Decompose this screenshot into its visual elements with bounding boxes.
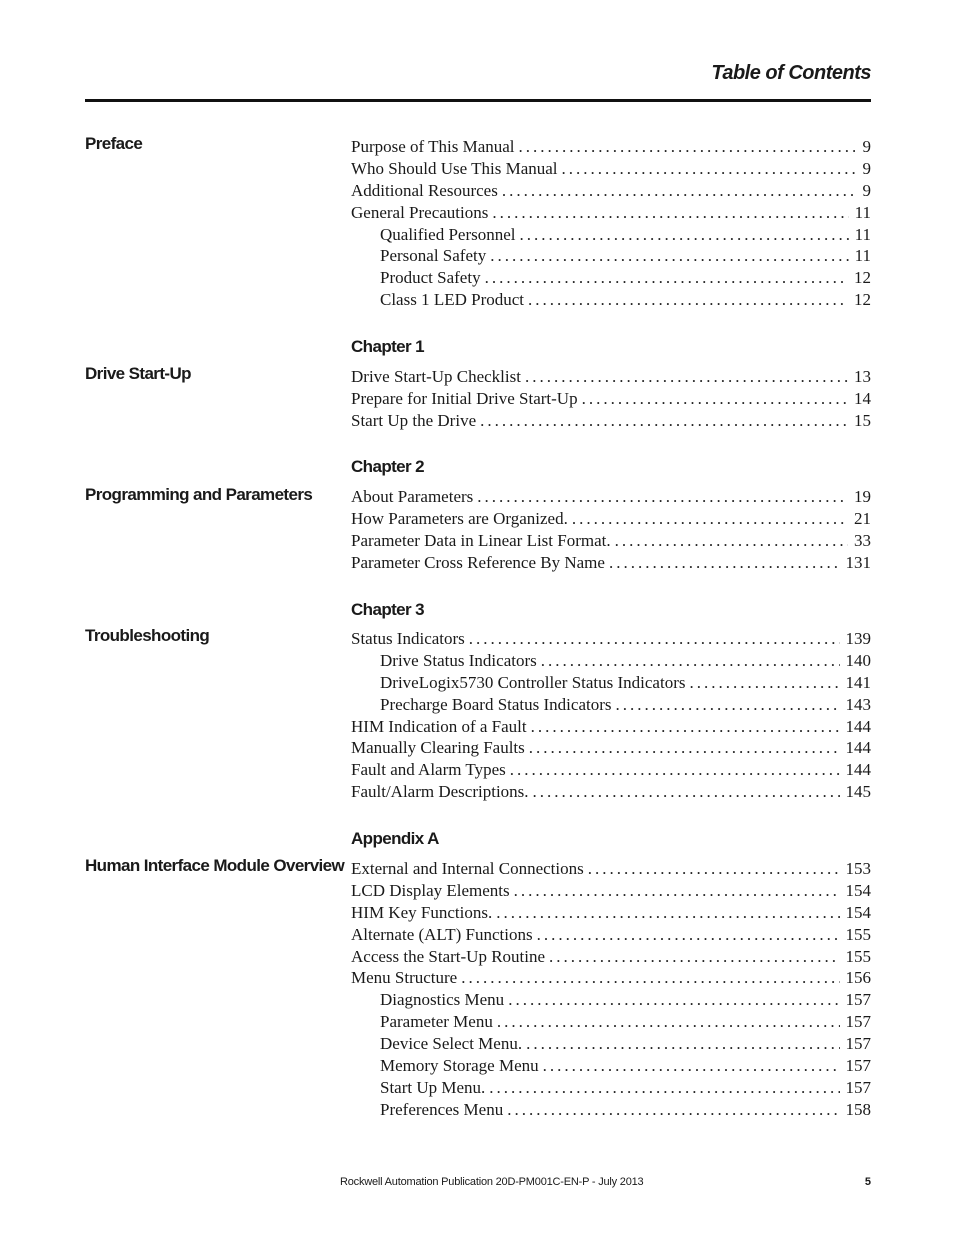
toc-entry[interactable] [351, 880, 871, 902]
dot-leader [572, 508, 848, 530]
toc-entry-label: Alternate (ALT) Functions [351, 924, 533, 944]
toc-subentry[interactable] [351, 650, 871, 672]
toc-entry-label: HIM Indication of a Fault [351, 716, 527, 736]
toc-subentry[interactable] [351, 267, 871, 289]
dot-leader [497, 1011, 840, 1033]
chapter-label: Chapter 1 [351, 337, 425, 356]
toc-entry[interactable] [351, 967, 871, 989]
toc-page-number: 140 [845, 650, 871, 670]
dot-leader [492, 202, 848, 224]
dot-leader [496, 902, 839, 924]
dot-leader [541, 650, 840, 672]
dot-leader [582, 388, 848, 410]
toc-entry-label: Fault and Alarm Types [351, 760, 506, 780]
toc-subentry[interactable] [351, 245, 871, 267]
dot-leader [588, 858, 840, 880]
dot-leader [508, 989, 839, 1011]
toc-page-number: 14 [854, 388, 871, 408]
toc-entry-label: Start Up the Drive [351, 410, 477, 430]
dot-leader [490, 245, 848, 267]
toc-page-number: 11 [854, 246, 871, 266]
toc-page-number: 12 [854, 290, 871, 310]
toc-entry[interactable] [351, 202, 871, 224]
dot-leader [543, 1055, 840, 1077]
toc-entry[interactable] [351, 366, 871, 388]
toc-entry-label: Who Should Use This Manual [351, 158, 558, 178]
dot-leader [531, 716, 840, 738]
toc-entry[interactable] [351, 858, 871, 880]
dot-leader [537, 924, 840, 946]
toc-page-number: 155 [845, 946, 871, 966]
toc-entry[interactable] [351, 759, 871, 781]
toc-entry[interactable] [351, 552, 871, 574]
toc-entry-label: Precharge Board Status Indicators [380, 694, 612, 714]
toc-entry-label: Purpose of This Manual [351, 137, 515, 156]
toc-page-number: 157 [845, 1012, 871, 1032]
toc-entry-label: LCD Display Elements [351, 880, 510, 900]
toc-page-number: 144 [845, 760, 871, 780]
toc-page-number: 139 [845, 629, 871, 648]
toc-entry[interactable] [351, 924, 871, 946]
section-title[interactable]: Drive Start-Up [85, 364, 191, 383]
toc-page-number: 157 [845, 1077, 871, 1097]
toc-entry[interactable] [351, 486, 871, 508]
toc-entry-label: Status Indicators [351, 629, 465, 648]
toc-entry-label: Class 1 LED Product [380, 290, 525, 310]
toc-page-number: 19 [854, 487, 871, 506]
toc-page-number: 157 [845, 990, 871, 1010]
toc-page-number: 9 [862, 137, 871, 156]
toc-page-number: 11 [854, 224, 871, 244]
toc-entry-label: General Precautions [351, 202, 489, 222]
chapter-label: Appendix A [351, 829, 439, 848]
toc-entry-label: Device Select Menu. [380, 1034, 523, 1054]
toc-entry-label: Drive Status Indicators [380, 650, 537, 670]
toc-entry-list [351, 628, 871, 803]
toc-page-number: 153 [845, 859, 871, 878]
dot-leader [528, 289, 848, 311]
section-title[interactable]: Human Interface Module Overview [85, 856, 345, 875]
toc-subentry[interactable] [351, 224, 871, 246]
dot-leader [510, 759, 840, 781]
section-title[interactable]: Programming and Parameters [85, 485, 313, 504]
toc-entry[interactable] [351, 737, 871, 759]
dot-leader [609, 552, 840, 574]
toc-page-number: 21 [854, 508, 871, 528]
toc-subentry[interactable] [351, 1077, 871, 1099]
toc-entry[interactable] [351, 388, 871, 410]
toc-entry-label: Personal Safety [380, 246, 487, 266]
toc-entry-label: Prepare for Initial Drive Start-Up [351, 388, 578, 408]
toc-entry[interactable] [351, 410, 871, 432]
toc-entry[interactable] [351, 136, 871, 158]
toc-entry[interactable] [351, 946, 871, 968]
page-number: 5 [864, 1176, 871, 1188]
toc-entry-label: Manually Clearing Faults [351, 738, 525, 758]
section-title[interactable]: Preface [85, 134, 143, 153]
dot-leader [549, 946, 839, 968]
toc-entry-list [351, 366, 871, 432]
dot-leader [533, 781, 840, 803]
page-title: Table of Contents [711, 62, 871, 84]
toc-subentry[interactable] [351, 1099, 871, 1121]
dot-leader [529, 737, 840, 759]
toc-page-number: 11 [854, 202, 871, 222]
toc-page-number: 144 [845, 738, 871, 758]
dot-leader [519, 136, 855, 158]
toc-entry-label: Parameter Cross Reference By Name [351, 552, 605, 572]
toc-entry-list [351, 136, 871, 311]
toc-page-number: 155 [845, 924, 871, 944]
dot-leader [526, 1033, 839, 1055]
toc-page-number: 15 [854, 410, 871, 430]
toc-page-number: 144 [845, 716, 871, 736]
toc-entry[interactable] [351, 530, 871, 552]
toc-subentry[interactable] [351, 289, 871, 311]
toc-entry-label: About Parameters [351, 487, 474, 506]
dot-leader [525, 366, 848, 388]
toc-page-number: 143 [845, 694, 871, 714]
toc-entry[interactable] [351, 628, 871, 650]
toc-subentry[interactable] [351, 672, 871, 694]
toc-entry-label: Diagnostics Menu [380, 990, 505, 1010]
toc-entry-label: Product Safety [380, 268, 481, 288]
toc-page-number: 9 [862, 180, 871, 200]
toc-entry[interactable] [351, 781, 871, 803]
toc-subentry[interactable] [351, 1055, 871, 1077]
toc-page-number: 154 [845, 880, 871, 900]
dot-leader [520, 224, 849, 246]
toc-entry-label: Additional Resources [351, 180, 498, 200]
toc-page-number: 33 [854, 530, 871, 550]
dot-leader [514, 880, 840, 902]
toc-subentry[interactable] [351, 694, 871, 716]
toc-page-number: 156 [845, 968, 871, 988]
toc-entry[interactable] [351, 902, 871, 924]
dot-leader [469, 628, 840, 650]
toc-entry-label: HIM Key Functions. [351, 902, 493, 922]
dot-leader [485, 267, 848, 289]
toc-page-number: 158 [845, 1099, 871, 1119]
toc-page-number: 145 [845, 782, 871, 802]
toc-entry-label: Preferences Menu [380, 1099, 504, 1119]
toc-entry-label: Menu Structure [351, 968, 458, 988]
toc-entry-label: Start Up Menu. [380, 1077, 486, 1097]
publication-footer: Rockwell Automation Publication 20D-PM001C-EN-P - July 2013 [340, 1176, 644, 1188]
toc-entry-label: DriveLogix5730 Controller Status Indicators [380, 672, 686, 692]
toc-entry[interactable] [351, 180, 871, 202]
toc-page-number: 13 [854, 367, 871, 386]
dot-leader [507, 1099, 839, 1121]
dot-leader [502, 180, 855, 202]
toc-subentry[interactable] [351, 989, 871, 1011]
toc-page-number: 131 [845, 552, 871, 572]
toc-entry-label: Fault/Alarm Descriptions. [351, 782, 529, 802]
toc-page-number: 157 [845, 1056, 871, 1076]
toc-page-number: 12 [854, 268, 871, 288]
dot-leader [562, 158, 855, 180]
toc-entry[interactable] [351, 158, 871, 180]
toc-entry-label: Parameter Menu [380, 1012, 493, 1032]
toc-entry[interactable] [351, 716, 871, 738]
toc-page-number: 9 [862, 158, 871, 178]
toc-entry[interactable] [351, 508, 871, 530]
dot-leader [489, 1077, 839, 1099]
toc-entry-label: Drive Start-Up Checklist [351, 367, 521, 386]
toc-entry-label: Access the Start-Up Routine [351, 946, 546, 966]
dot-leader [689, 672, 839, 694]
toc-entry-label: How Parameters are Organized. [351, 508, 568, 528]
toc-entry-label: Qualified Personnel [380, 224, 516, 244]
dot-leader [477, 486, 848, 508]
toc-subentry[interactable] [351, 1033, 871, 1055]
section-title[interactable]: Troubleshooting [85, 626, 210, 645]
dot-leader [615, 530, 848, 552]
toc-entry-label: Parameter Data in Linear List Format. [351, 530, 611, 550]
toc-entry-list [351, 486, 871, 574]
toc-page-number: 157 [845, 1034, 871, 1054]
dot-leader [615, 694, 839, 716]
toc-entry-list [351, 858, 871, 1121]
toc-entry-label: Memory Storage Menu [380, 1056, 539, 1076]
toc-page-number: 154 [845, 902, 871, 922]
toc-entry-label: External and Internal Connections [351, 859, 584, 878]
dot-leader [480, 410, 848, 432]
toc-subentry[interactable] [351, 1011, 871, 1033]
toc-page-number: 141 [845, 672, 871, 692]
header-divider [85, 99, 871, 102]
chapter-label: Chapter 2 [351, 457, 425, 476]
chapter-label: Chapter 3 [351, 600, 425, 619]
dot-leader [461, 967, 839, 989]
